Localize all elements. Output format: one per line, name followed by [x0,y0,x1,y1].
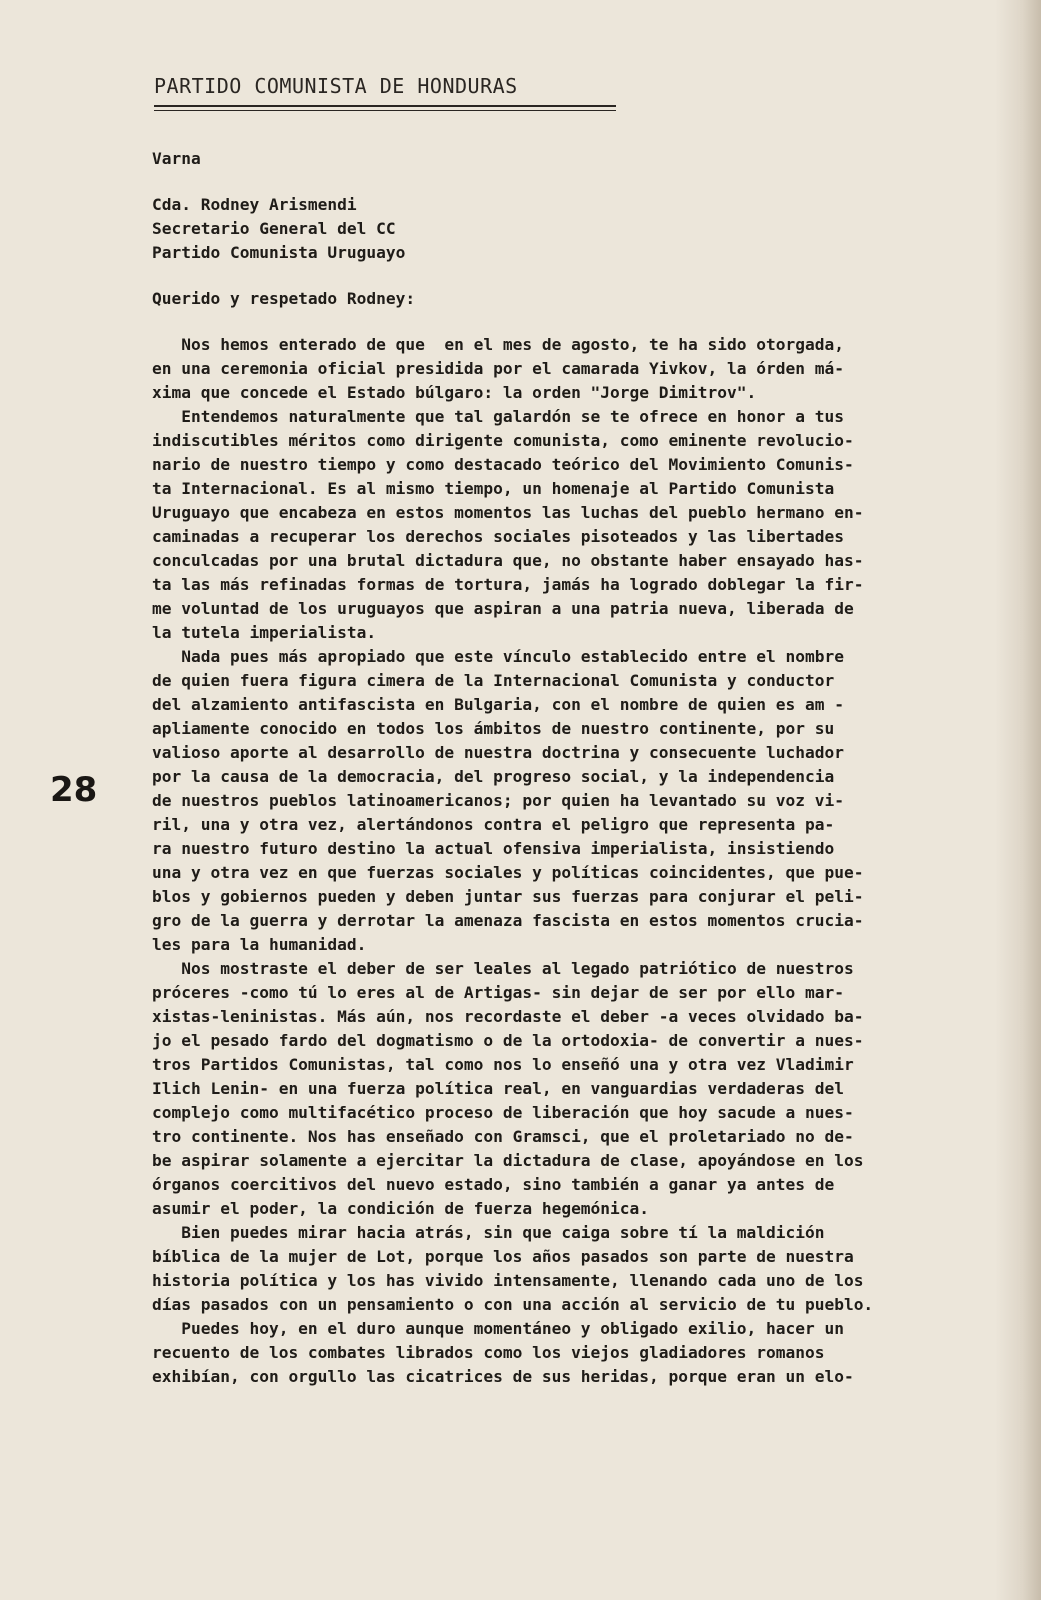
paragraph-line: órganos coercitivos del nuevo estado, sino también a ganar ya antes de [152,1175,835,1194]
paragraph-line: tro continente. Nos has enseñado con Gramsci, que el proletariado no de- [152,1127,854,1146]
paragraph-line: bíblica de la mujer de Lot, porque los años pasados son parte de nuestra [152,1247,854,1266]
paragraph-line: be aspirar solamente a ejercitar la dictadura de clase, apoyándose en los [152,1151,864,1170]
paragraph-line: Bien puedes mirar hacia atrás, sin que caiga sobre tí la maldición [152,1223,825,1242]
paragraph-line: próceres -como tú lo eres al de Artigas- sin dejar de ser por ello mar- [152,983,844,1002]
paragraph-line: caminadas a recuperar los derechos sociales pisoteados y las libertades [152,527,844,546]
document-header: PARTIDO COMUNISTA DE HONDURAS [154,74,518,98]
paragraph-line: ta Internacional. Es al mismo tiempo, un homenaje al Partido Comunista [152,479,835,498]
paragraph-line: apliamente conocido en todos los ámbitos de nuestro continente, por su [152,719,835,738]
paragraph-line: de quien fuera figura cimera de la Internacional Comunista y conductor [152,671,835,690]
paragraph-line: valioso aporte al desarrollo de nuestra doctrina y consecuente luchador [152,743,844,762]
paragraph-line: historia política y los has vivido intensamente, llenando cada uno de los [152,1271,864,1290]
salutation: Querido y respetado Rodney: [152,289,416,308]
paragraph-line: Nos mostraste el deber de ser leales al legado patriótico de nuestros [152,959,854,978]
paragraph-line: días pasados con un pensamiento o con una acción al servicio de tu pueblo. [152,1295,874,1314]
paragraph-line: Uruguayo que encabeza en estos momentos las luchas del pueblo hermano en- [152,503,864,522]
paragraph-line: Nada pues más apropiado que este vínculo establecido entre el nombre [152,647,844,666]
paragraph-line: tros Partidos Comunistas, tal como nos lo enseñó una y otra vez Vladimir [152,1055,854,1074]
paragraph-line: recuento de los combates librados como los viejos gladiadores romanos [152,1343,825,1362]
address-line: Cda. Rodney Arismendi [152,195,357,214]
paragraph-line: blos y gobiernos pueden y deben juntar sus fuerzas para conjurar el peli- [152,887,864,906]
paragraph-line: Ilich Lenin- en una fuerza política real, en vanguardias verdaderas del [152,1079,844,1098]
header-underline-thin [154,110,616,111]
address-line: Partido Comunista Uruguayo [152,243,406,262]
paragraph-line: ril, una y otra vez, alertándonos contra el peligro que representa pa- [152,815,835,834]
paragraph-line: ta las más refinadas formas de tortura, jamás ha logrado doblegar la fir- [152,575,864,594]
paragraph-line: conculcadas por una brutal dictadura que, no obstante haber ensayado has- [152,551,864,570]
paragraph-line: nario de nuestro tiempo y como destacado teórico del Movimiento Comunis- [152,455,854,474]
header-underline [154,105,616,107]
paragraph-line: Entendemos naturalmente que tal galardón se te ofrece en honor a tus [152,407,844,426]
paragraph-line: del alzamiento antifascista en Bulgaria, con el nombre de quien es am - [152,695,844,714]
paragraph-line: me voluntad de los uruguayos que aspiran a una patria nueva, liberada de [152,599,854,618]
paragraph-line: de nuestros pueblos latinoamericanos; por quien ha levantado su voz vi- [152,791,844,810]
page-number: 28 [50,770,98,810]
paragraph-line: complejo como multifacético proceso de liberación que hoy sacude a nues- [152,1103,854,1122]
paragraph-line: gro de la guerra y derrotar la amenaza fascista en estos momentos crucia- [152,911,864,930]
paragraph-line: xima que concede el Estado búlgaro: la orden "Jorge Dimitrov". [152,383,757,402]
paragraph-line: les para la humanidad. [152,935,367,954]
paragraph-line: asumir el poder, la condición de fuerza hegemónica. [152,1199,650,1218]
paragraph-line: ra nuestro futuro destino la actual ofensiva imperialista, insistiendo [152,839,835,858]
paragraph-line: indiscutibles méritos como dirigente comunista, como eminente revolucio- [152,431,854,450]
paragraph-line: jo el pesado fardo del dogmatismo o de la ortodoxia- de convertir a nues- [152,1031,864,1050]
paragraph-line: Nos hemos enterado de que en el mes de agosto, te ha sido otorgada, [152,335,844,354]
letter-place: Varna [152,149,201,168]
paragraph-line: una y otra vez en que fuerzas sociales y políticas coincidentes, que pue- [152,863,864,882]
letter-body [152,147,1004,1389]
address-line: Secretario General del CC [152,219,396,238]
paragraph-line: xistas-leninistas. Más aún, nos recordaste el deber -a veces olvidado ba- [152,1007,864,1026]
letter-paragraphs [152,333,1004,1389]
paragraph-line: exhibían, con orgullo las cicatrices de sus heridas, porque eran un elo- [152,1367,854,1386]
paragraph-line: la tutela imperialista. [152,623,377,642]
paragraph-line: Puedes hoy, en el duro aunque momentáneo y obligado exilio, hacer un [152,1319,844,1338]
paragraph-line: por la causa de la democracia, del progreso social, y la independencia [152,767,835,786]
paragraph-line: en una ceremonia oficial presidida por el camarada Yivkov, la órden má- [152,359,844,378]
